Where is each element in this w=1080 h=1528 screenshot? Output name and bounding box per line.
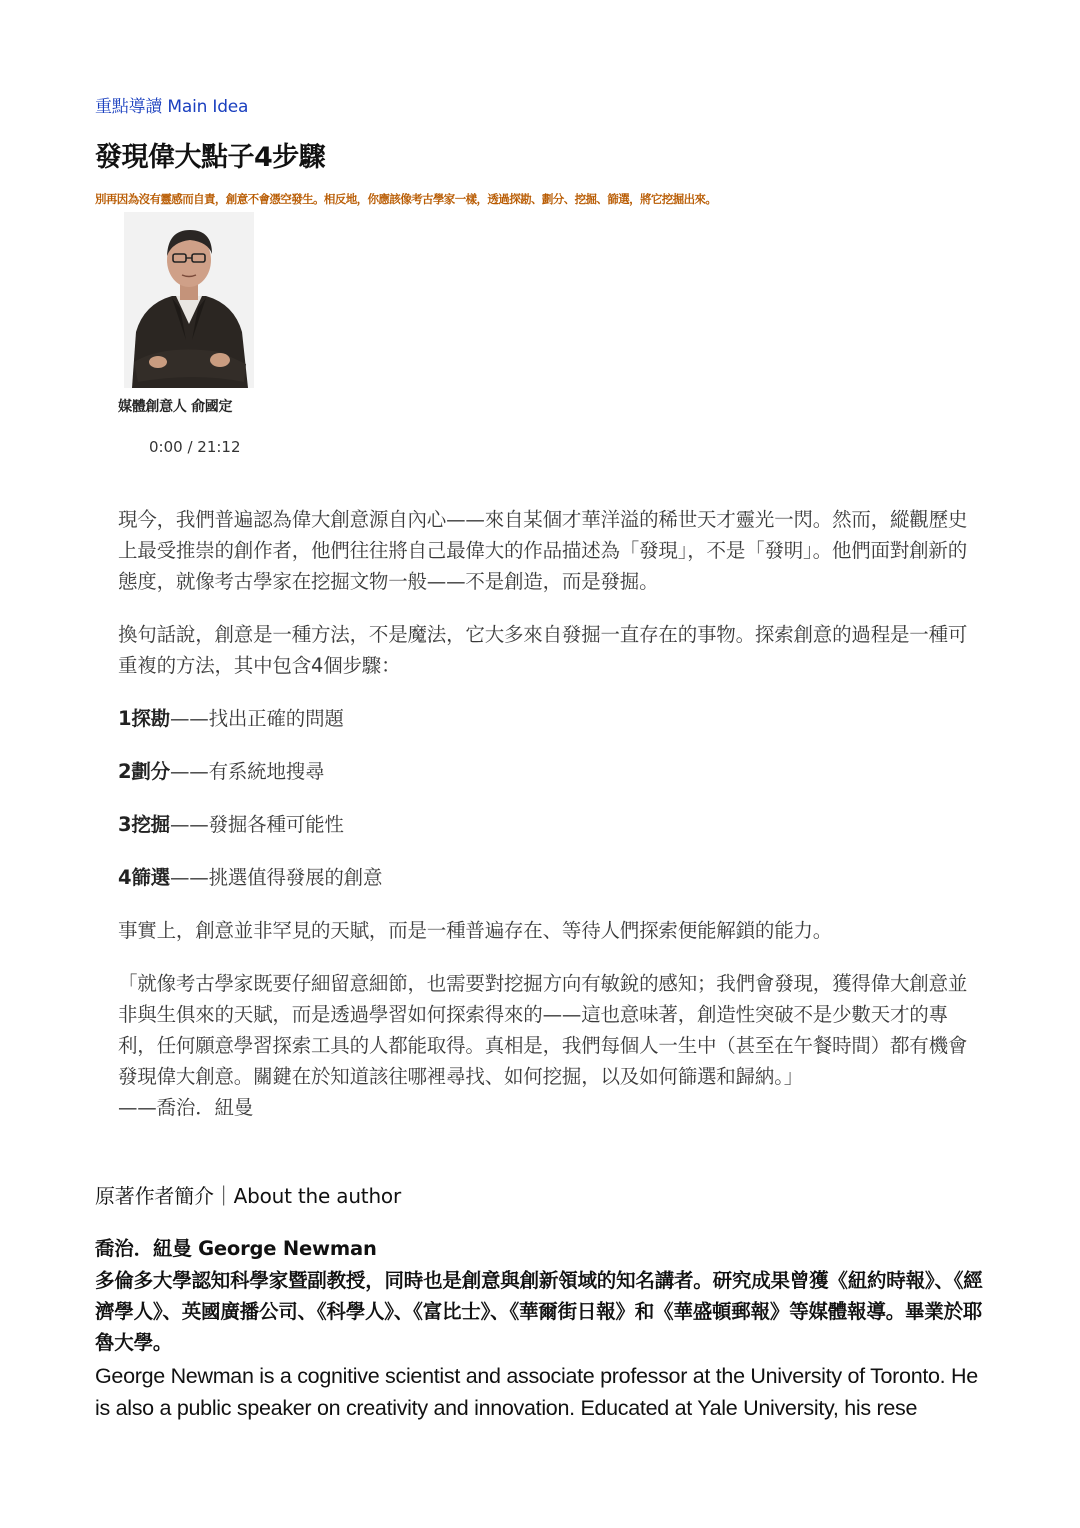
step-number: 4篩選 [118,866,170,889]
step-number: 2劃分 [118,760,170,783]
step-number: 3挖掘 [118,813,170,836]
step-item-1 [118,703,986,734]
step-item-2 [118,756,986,787]
body-paragraph-2: 換句話說，創意是一種方法，不是魔法，它大多來自發掘一直存在的事物。探索創意的過程是一種可重複的方法，其中包含4個步驟： [118,623,968,677]
speaker-caption: 媒體創意人 俞國定 [118,399,233,415]
step-text: ——發掘各種可能性 [169,813,344,836]
article-body [118,504,986,1123]
author-name: 喬治．紐曼 George Newman [95,1237,377,1260]
speaker-portrait-image [124,212,254,388]
body-paragraph-3: 事實上，創意並非罕見的天賦，而是一種普遍存在、等待人們探索便能解鎖的能力。 [118,919,833,942]
author-bio-chinese: 多倫多大學認知科學家暨副教授，同時也是創意與創新領域的知名講者。研究成果曾獲《紐約時報》、《經濟學人》、英國廣播公司、《科學人》、《富比士》、《華爾街日報》和《華盛頓郵報》等媒體報導。畢業於耶魯大學。 [95,1269,983,1354]
author-bio-english: George Newman is a cognitive scientist and associate professor at the University of Toronto. He is also a public speaker on creativity and innovation. Educated at Yale University, his rese [95,1364,978,1420]
step-item-4 [118,862,986,893]
section-tag: 重點導讀 Main Idea [95,97,249,117]
step-number: 1探勘 [118,707,170,730]
article-title: 發現偉大點子4步驟 [95,142,326,173]
body-paragraph-1: 現今，我們普遍認為偉大創意源自內心——來自某個才華洋溢的稀世天才靈光一閃。然而，縱觀歷史上最受推崇的創作者，他們往往將自己最偉大的作品描述為「發現」，不是「發明」。他們面對創新的態度，就像考古學家在挖掘文物一般——不是創造，而是發掘。 [118,508,968,593]
audio-time-display[interactable]: 0:00 / 21:12 [149,438,241,456]
article-subtitle: 別再因為沒有靈感而自責，創意不會憑空發生。相反地，你應該像考古學家一樣，透過探勘、劃分、挖掘、篩選，將它挖掘出來。 [95,192,717,206]
step-text: ——挑選值得發展的創意 [169,866,383,889]
about-author-heading: 原著作者簡介｜About the author [95,1184,401,1208]
speaker-photo [124,212,254,388]
quote-attribution: ——喬治．紐曼 [118,1096,254,1119]
step-text: ——有系統地搜尋 [169,760,325,783]
pull-quote: 「就像考古學家既要仔細留意細節，也需要對挖掘方向有敏銳的感知；我們會發現，獲得偉大創意並非與生俱來的天賦，而是透過學習如何探索得來的——這也意味著，創造性突破不是少數天才的專利，任何願意學習探索工具的人都能取得。真相是，我們每個人一生中（甚至在午餐時間）都有機會發現偉大創意。關鍵在於知道該往哪裡尋找、如何挖掘，以及如何篩選和歸納。」 [118,972,968,1088]
step-text: ——找出正確的問題 [169,707,344,730]
step-item-3 [118,809,986,840]
